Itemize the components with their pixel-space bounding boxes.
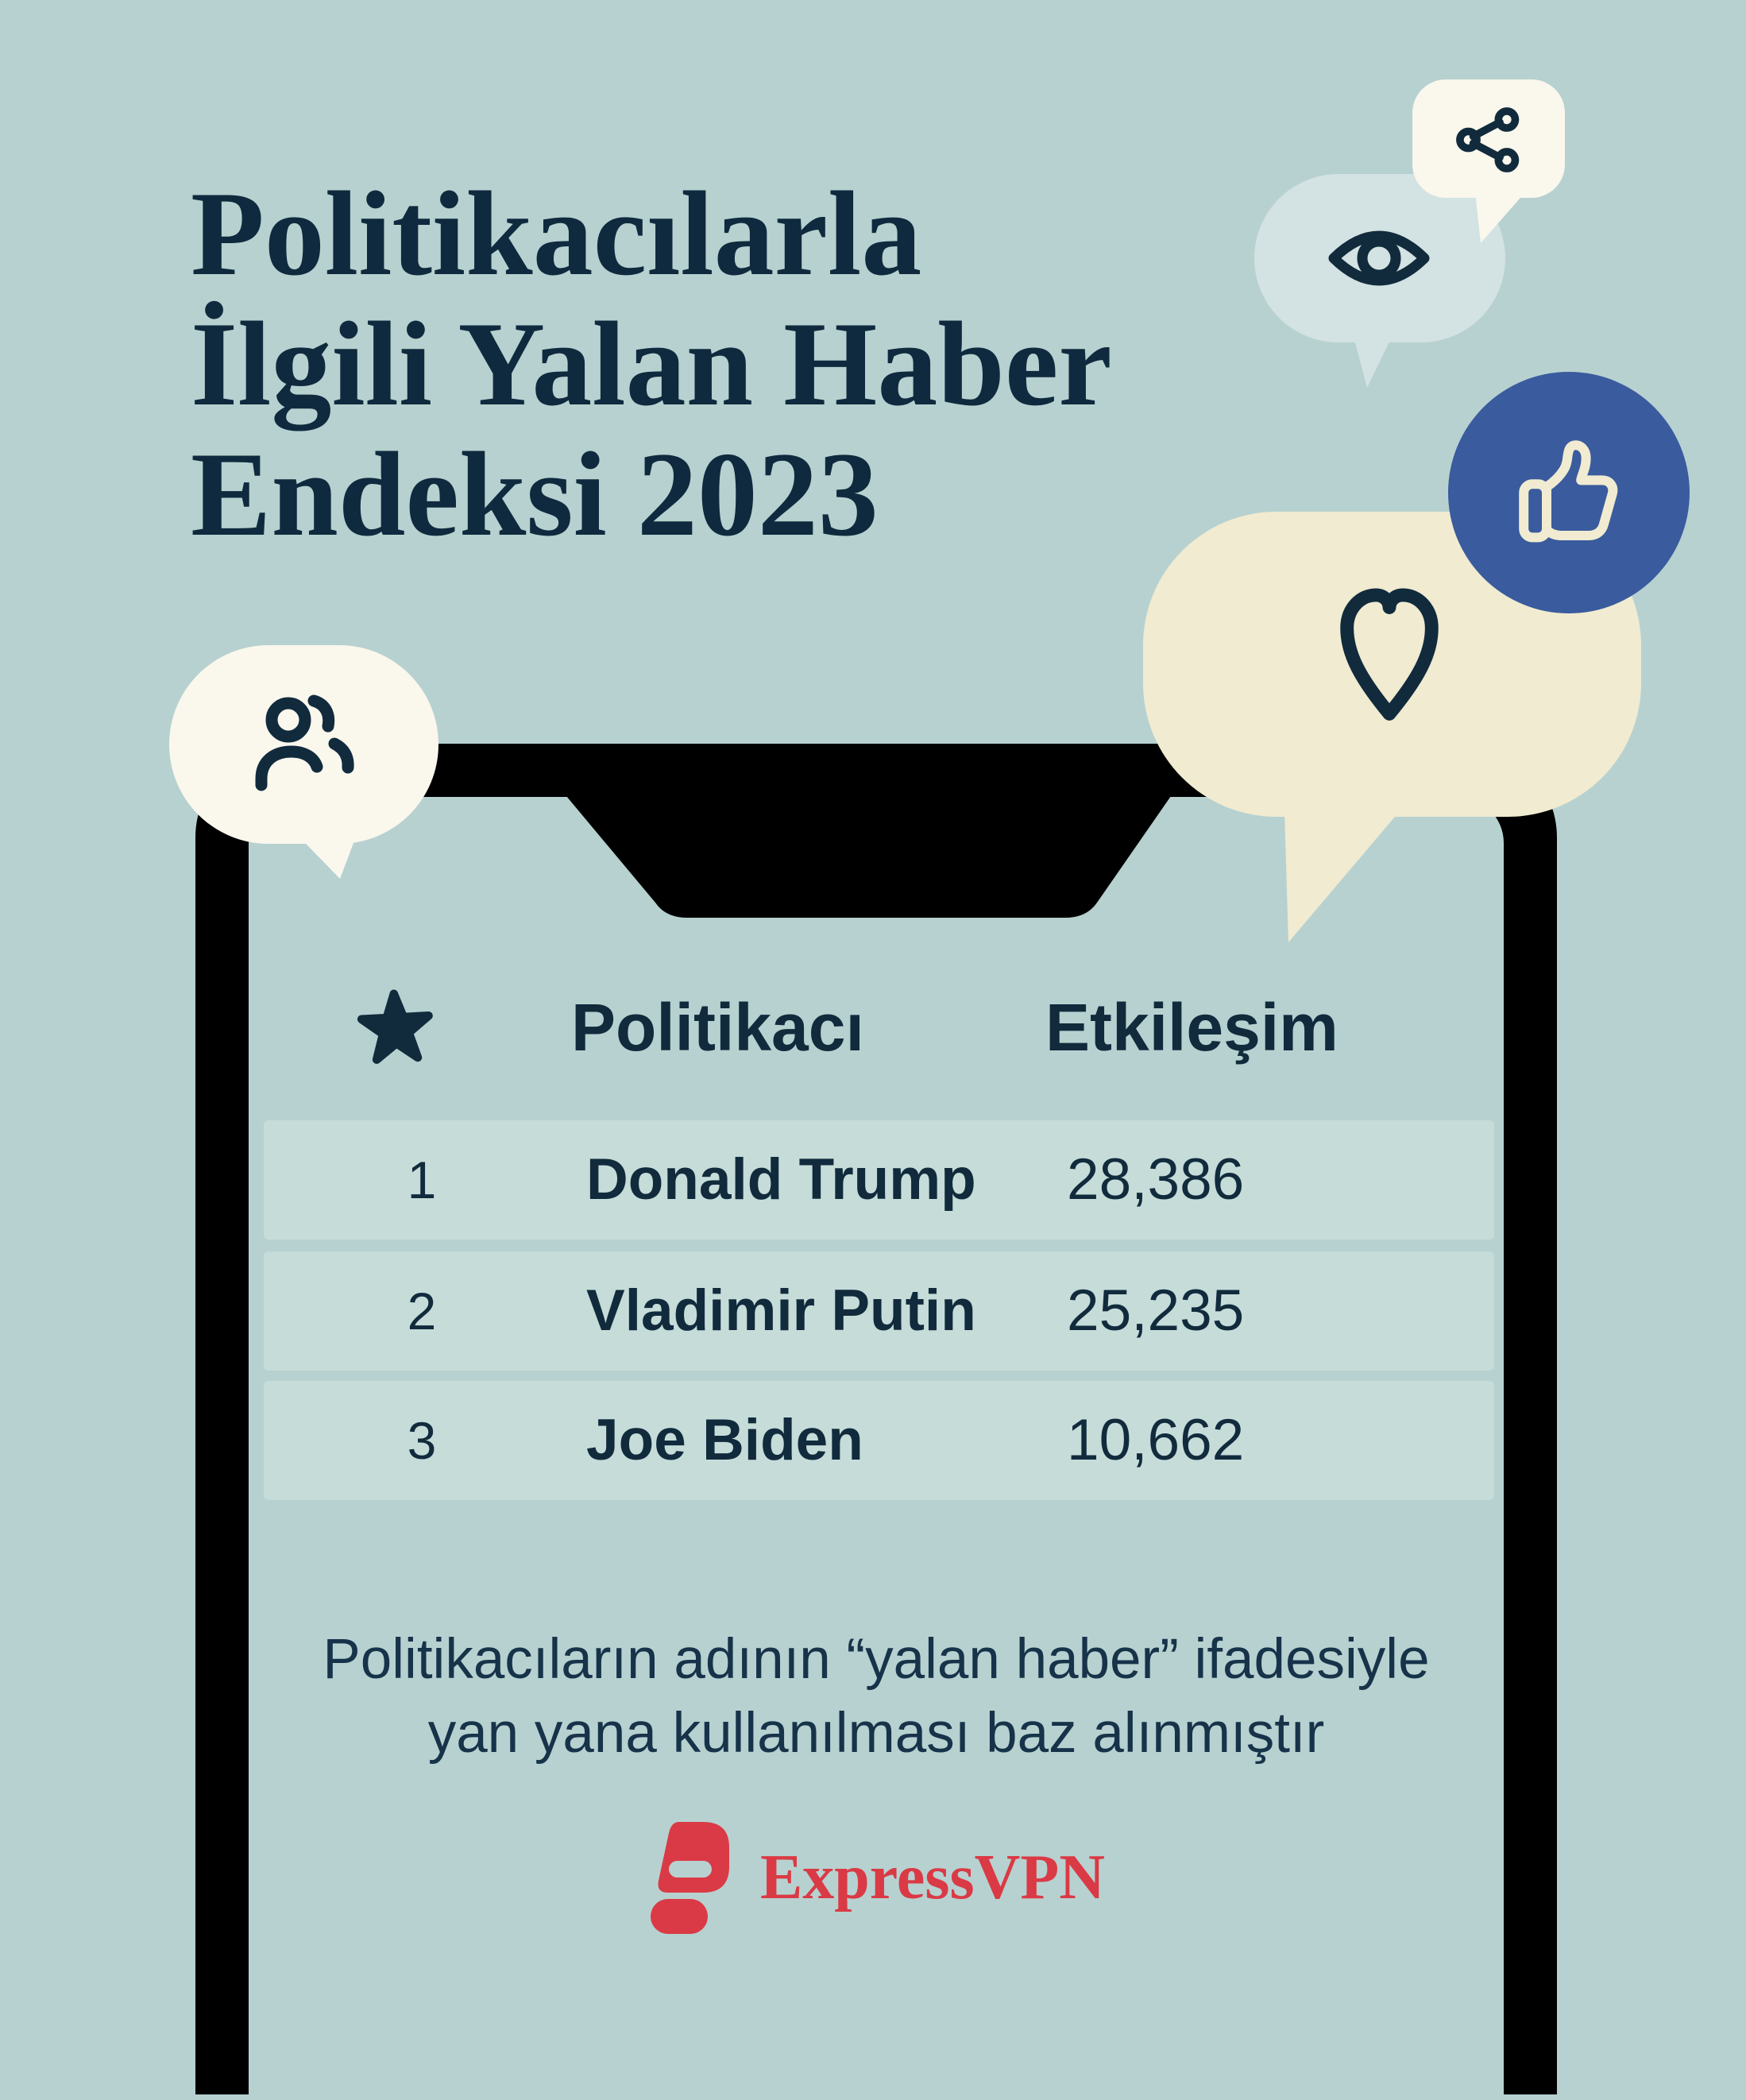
page-title-line3: Endeksi 2023 bbox=[191, 427, 879, 561]
star-icon bbox=[356, 988, 436, 1068]
eye-bubble-tail bbox=[1349, 337, 1396, 391]
footnote bbox=[249, 1622, 1504, 1770]
page-title-line2: İlgili Yalan Haber bbox=[191, 297, 1112, 431]
column-header-politician: Politikacı bbox=[571, 990, 864, 1065]
share-bubble-tail bbox=[1472, 192, 1528, 246]
column-header-engagement: Etkileşim bbox=[1045, 990, 1338, 1065]
rank-cell: 3 bbox=[407, 1411, 437, 1470]
like-circle bbox=[1448, 372, 1690, 613]
rank-cell: 1 bbox=[407, 1151, 437, 1209]
people-icon bbox=[252, 691, 363, 802]
table-row bbox=[264, 1251, 1494, 1371]
table-row bbox=[264, 1381, 1494, 1500]
page-title-line1: Politikacılarla bbox=[191, 167, 922, 300]
rank-cell: 2 bbox=[407, 1282, 437, 1340]
engagement-cell: 10,662 bbox=[1067, 1408, 1245, 1472]
politician-cell: Donald Trump bbox=[586, 1147, 976, 1212]
table-row bbox=[264, 1120, 1494, 1240]
expressvpn-logo-icon bbox=[647, 1820, 730, 1935]
footnote-line1: Politikacıların adının “yalan haber” ifadesiyle bbox=[323, 1628, 1430, 1691]
people-bubble bbox=[169, 645, 438, 844]
footnote-line2: yan yana kullanılması baz alınmıştır bbox=[427, 1702, 1325, 1765]
brand-lockup bbox=[249, 1810, 1504, 1945]
engagement-cell: 28,386 bbox=[1067, 1147, 1245, 1212]
share-bubble bbox=[1412, 79, 1565, 198]
page-title bbox=[191, 168, 1303, 559]
eye-icon bbox=[1327, 220, 1431, 296]
brand-name: ExpressVPN bbox=[759, 1842, 1106, 1912]
thumbs-up-icon bbox=[1518, 440, 1623, 545]
eye-bubble bbox=[1254, 174, 1505, 342]
politician-cell: Joe Biden bbox=[586, 1408, 863, 1472]
engagement-cell: 25,235 bbox=[1067, 1278, 1245, 1343]
share-icon bbox=[1454, 105, 1524, 175]
heart-bubble-tail bbox=[1281, 810, 1404, 946]
politician-cell: Vladimir Putin bbox=[586, 1278, 976, 1343]
heart-icon bbox=[1338, 582, 1441, 726]
